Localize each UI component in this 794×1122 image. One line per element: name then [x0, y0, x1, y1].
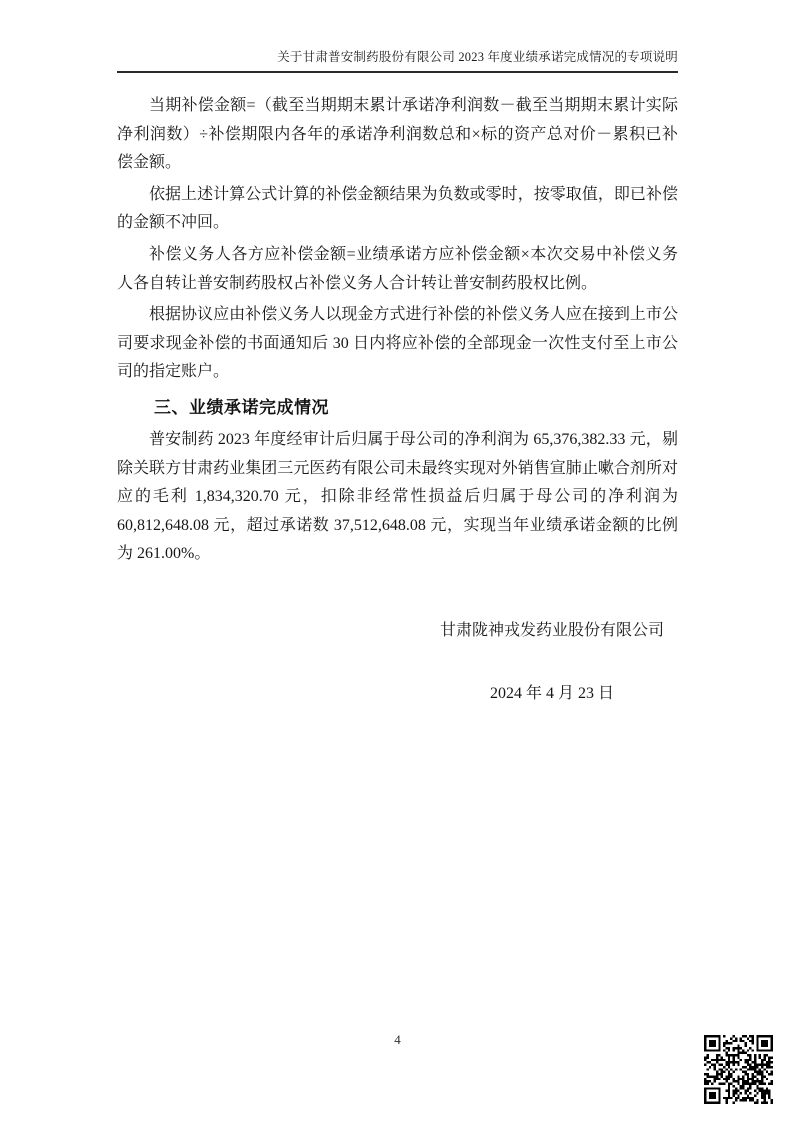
signature-date: 2024 年 4 月 23 日	[489, 684, 614, 702]
qr-code	[703, 1035, 774, 1104]
page-number: 4	[394, 1032, 401, 1047]
paragraph-performance-results: 普安制药 2023 年度经审计后归属于母公司的净利润为 65,376,382.33 元，剔除关联方甘肃药业集团三元医药有限公司未最终实现对外销售宣肺止嗽合剂所对应的毛利 1,834,320.70 元，扣除非经常性损益后归属于母公司的净利润为 60,812,648.08 元，超过承诺数 37,512,648.08 元，实现当年业绩承诺金额的比例为 261.00%。	[117, 430, 678, 563]
paragraph-cash-payment-terms: 根据协议应由补偿义务人以现金方式进行补偿的补偿义务人应在接到上市公司要求现金补偿的书面通知后 30 日内将应补偿的全部现金一次性支付至上市公司的指定账户。	[117, 306, 678, 381]
paragraph-compensation-formula: 当期补偿金额=（截至当期期末累计承诺净利润数－截至当期期末累计实际净利润数）÷补偿期限内各年的承诺净利润数总和×标的资产总对价－累积已补偿金额。	[117, 97, 678, 172]
paragraph-obligor-share-formula: 补偿义务人各方应补偿金额=业绩承诺方应补偿金额×本次交易中补偿义务人各自转让普安制药股权占补偿义务人合计转让普安制药股权比例。	[117, 245, 678, 292]
paragraph-zero-value-rule: 依据上述计算公式计算的补偿金额结果为负数或零时，按零取值，即已补偿的金额不冲回。	[117, 185, 678, 232]
signature-company: 甘肃陇神戎发药业股份有限公司	[439, 621, 664, 639]
running-head: 关于甘肃普安制药股份有限公司 2023 年度业绩承诺完成情况的专项说明	[117, 50, 678, 73]
section-heading: 三、业绩承诺完成情况	[154, 397, 329, 417]
document-content	[117, 92, 678, 704]
